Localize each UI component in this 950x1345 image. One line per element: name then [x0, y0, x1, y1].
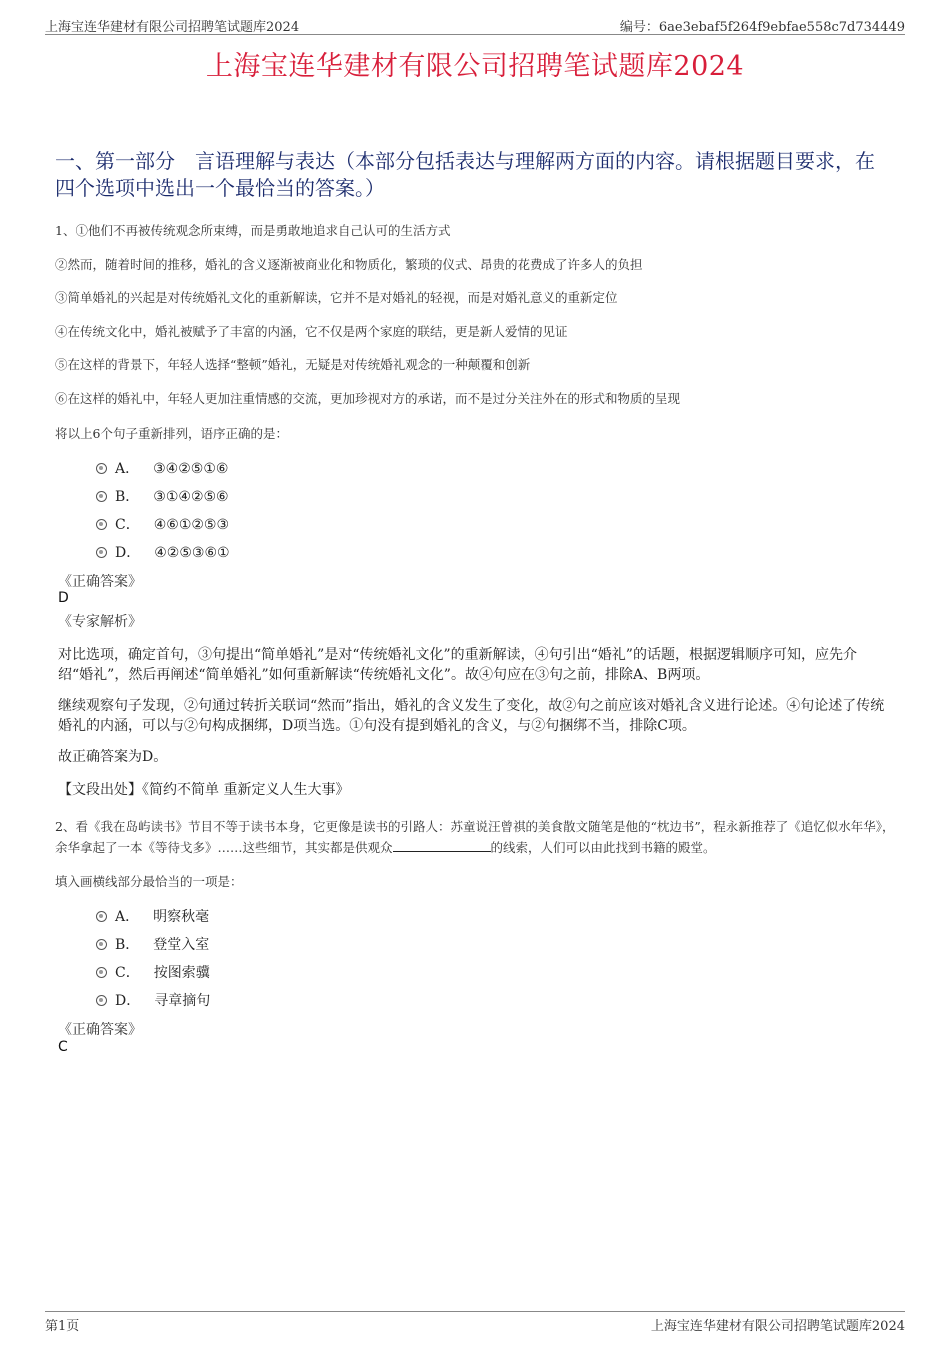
q2-stem-after: 的线索，人们可以由此找到书籍的殿堂。	[490, 840, 716, 855]
q1-line-6: ⑥在这样的婚礼中，年轻人更加注重情感的交流，更加珍视对方的承诺，而不是过分关注外在的形式和物质的呈现	[55, 391, 681, 406]
option-letter: A．	[115, 461, 140, 477]
radio-icon[interactable]	[96, 463, 107, 474]
q1-line-1: 1、①他们不再被传统观念所束缚，而是勇敢地追求自己认可的生活方式	[55, 223, 451, 238]
option-letter: D．	[115, 545, 141, 561]
option-text: 按图索骥	[153, 965, 210, 981]
option-letter: C．	[115, 965, 140, 981]
q1-source: 【文段出处】《简约不简单 重新定义人生大事》	[58, 782, 350, 798]
q2-answer-label: 《正确答案》	[58, 1022, 142, 1038]
q1-line-5: ⑤在这样的背景下，年轻人选择“整顿”婚礼，无疑是对传统婚礼观念的一种颠覆和创新	[55, 357, 531, 372]
q1-option-d[interactable]	[96, 542, 230, 560]
q1-answer-label: 《正确答案》	[58, 574, 142, 590]
option-text: 寻章摘句	[154, 993, 211, 1009]
q2-option-a[interactable]	[96, 906, 209, 924]
radio-icon[interactable]	[96, 967, 107, 978]
radio-icon[interactable]	[96, 547, 107, 558]
q2-stem-before: 2、看《我在岛屿读书》节目不等于读书本身，它更像是读书的引路人：苏童说汪曾祺的美食散文随笔是他的“枕边书”，程永新推荐了《追忆似水年华》，余华拿起了一本《等待戈多》……这些细节，其实都是供观众	[55, 819, 895, 855]
q2-option-c[interactable]	[96, 962, 210, 980]
q1-option-a[interactable]	[96, 458, 228, 476]
option-letter: B．	[115, 489, 140, 505]
q2-prompt: 填入画横线部分最恰当的一项是：	[55, 874, 243, 889]
fill-in-blank	[393, 839, 491, 852]
q2-answer: C	[58, 1039, 68, 1055]
q1-analysis-paragraph-2: 继续观察句子发现，②句通过转折关联词“然而”指出，婚礼的含义发生了变化，故②句之前应该对婚礼含义进行论述。④句论述了传统婚礼的内涵，可以与②句构成捆绑，D项当选。①句没有提到婚礼的含义，与②句捆绑不当，排除C项。	[58, 698, 885, 734]
q1-option-c[interactable]	[96, 514, 229, 532]
section-heading: 一、第一部分 言语理解与表达（本部分包括表达与理解两方面的内容。请根据题目要求，在四个选项中选出一个最恰当的答案。）	[55, 149, 875, 200]
option-text: ④⑥①②⑤③	[153, 517, 230, 533]
option-text: 明察秋毫	[153, 909, 210, 925]
page-footer	[45, 1311, 905, 1332]
option-text: ④②⑤③⑥①	[154, 545, 230, 561]
document-title: 上海宝连华建材有限公司招聘笔试题库2024	[205, 51, 745, 82]
q1-line-3: ③简单婚礼的兴起是对传统婚礼文化的重新解读，它并不是对婚礼的轻视，而是对婚礼意义的重新定位	[55, 290, 618, 305]
option-letter: B．	[115, 937, 140, 953]
q1-analysis-label: 《专家解析》	[58, 614, 142, 630]
q1-option-b[interactable]	[96, 486, 229, 504]
option-letter: A．	[115, 909, 140, 925]
radio-icon[interactable]	[96, 995, 107, 1006]
radio-icon[interactable]	[96, 939, 107, 950]
page-number: 第1页	[45, 1319, 80, 1334]
page-header	[45, 14, 905, 35]
q1-analysis-paragraph-1: 对比选项，确定首句，③句提出“简单婚礼”是对“传统婚礼文化”的重新解读，④句引出“婚礼”的话题，根据逻辑顺序可知，应先介绍“婚礼”，然后再阐述“简单婚礼”如何重新解读“传统婚礼文化”。故④句应在③句之前，排除A、B两项。	[58, 647, 857, 683]
q1-line-4: ④在传统文化中，婚礼被赋予了丰富的内涵，它不仅是两个家庭的联结，更是新人爱情的见证	[55, 324, 568, 339]
radio-icon[interactable]	[96, 911, 107, 922]
radio-icon[interactable]	[96, 519, 107, 530]
q1-prompt: 将以上6个句子重新排列，语序正确的是：	[55, 426, 288, 441]
q1-answer: D	[58, 590, 69, 606]
q1-analysis-paragraph-3: 故正确答案为D。	[58, 749, 168, 765]
option-text: ③①④②⑤⑥	[153, 489, 229, 505]
option-letter: C．	[115, 517, 140, 533]
footer-doc-name: 上海宝连华建材有限公司招聘笔试题库2024	[650, 1319, 905, 1334]
header-doc-id: 编号：6ae3ebaf5f264f9ebfae558c7d734449	[619, 20, 905, 35]
option-letter: D．	[115, 993, 141, 1009]
q2-option-b[interactable]	[96, 934, 209, 952]
option-text: ③④②⑤①⑥	[153, 461, 229, 477]
q1-line-2: ②然而，随着时间的推移，婚礼的含义逐渐被商业化和物质化，繁琐的仪式、昂贵的花费成了许多人的负担	[55, 257, 643, 272]
option-text: 登堂入室	[153, 937, 210, 953]
radio-icon[interactable]	[96, 491, 107, 502]
q2-stem	[55, 816, 895, 858]
q2-option-d[interactable]	[96, 990, 210, 1008]
header-doc-name: 上海宝连华建材有限公司招聘笔试题库2024	[45, 20, 300, 35]
